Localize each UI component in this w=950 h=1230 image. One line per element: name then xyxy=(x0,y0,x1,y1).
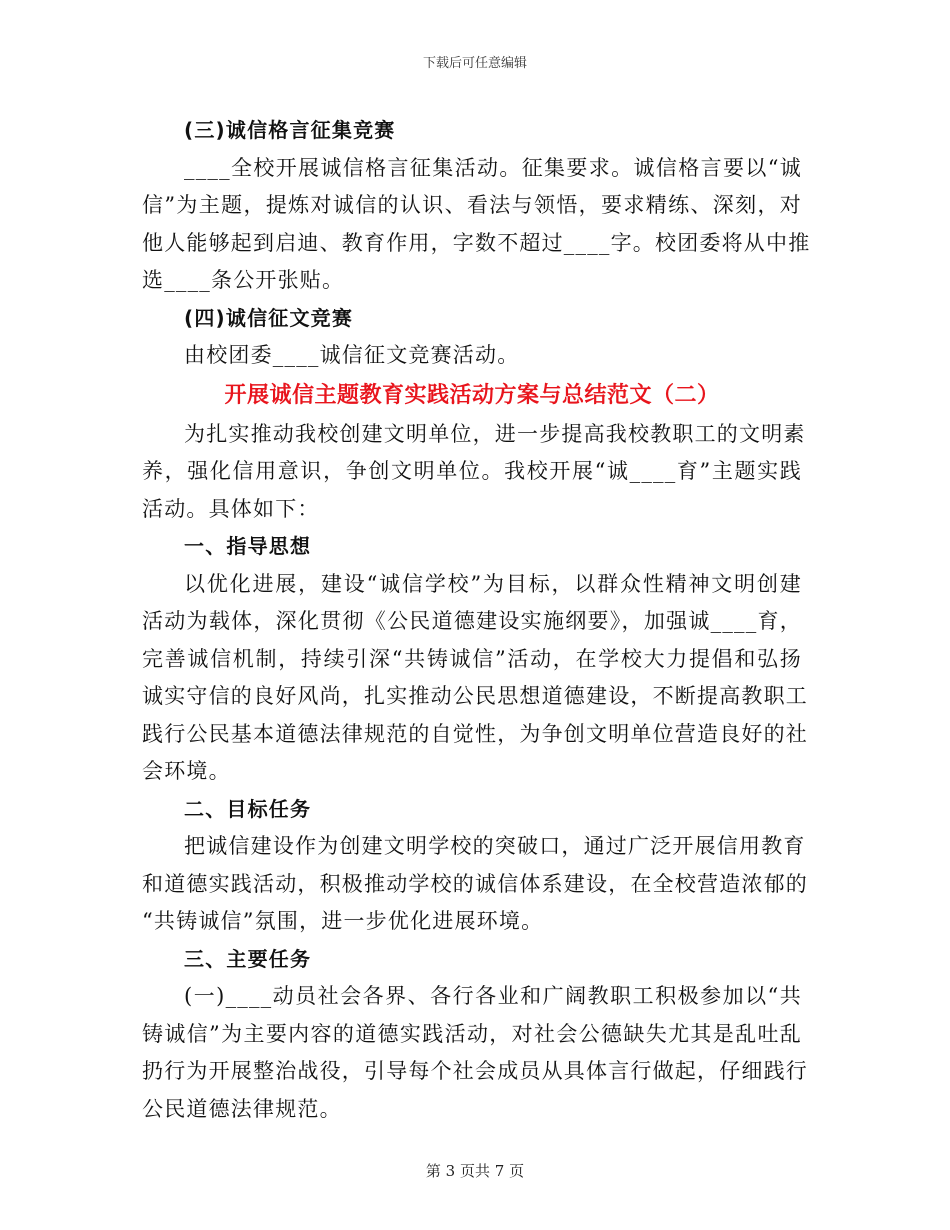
paragraph-line: (一)____动员社会各界、各行各业和广阔教职工积极参加以“共 xyxy=(184,984,802,1008)
section-heading-4: (四)诚信征文竞赛 xyxy=(184,305,354,330)
paragraph-line: 他人能够起到启迪、教育作用，字数不超过____字。校团委将从中推 xyxy=(142,230,811,255)
paragraph-line: 活动。具体如下： xyxy=(142,496,320,521)
paragraph-line: 由校团委____诚信征文竞赛活动。 xyxy=(184,343,520,367)
paragraph-line: 完善诚信机制，持续引深“共铸诚信”活动，在学校大力提倡和弘扬 xyxy=(142,646,802,671)
page-header: 下载后可任意编辑 xyxy=(422,56,527,71)
paragraph-line: 践行公民基本道德法律规范的自觉性，为争创文明单位营造良好的社 xyxy=(142,721,808,746)
paragraph-line: 会环境。 xyxy=(142,759,231,783)
page-footer: 第 3 页共 7 页 xyxy=(425,1162,525,1180)
paragraph-line: “共铸诚信”氛围，进一步优化进展环境。 xyxy=(142,909,544,933)
paragraph-line: 养，强化信用意识，争创文明单位。我校开展“诚____育”主题实践 xyxy=(142,459,802,483)
paragraph-line: 以优化进展，建设“诚信学校”为目标，以群众性精神文明创建 xyxy=(184,571,802,596)
heading-goals-tasks: 二、目标任务 xyxy=(184,796,312,821)
document-title: 开展诚信主题教育实践活动方案与总结范文（二） xyxy=(224,382,720,408)
paragraph-line: 选____条公开张贴。 xyxy=(142,268,345,292)
paragraph-line: 把诚信建设作为创建文明学校的突破口，通过广泛开展信用教育 xyxy=(184,834,806,858)
paragraph-line: 信”为主题，提炼对诚信的认识、看法与领悟，要求精练、深刻，对 xyxy=(142,193,802,217)
paragraph-line: 公民道德法律规范。 xyxy=(142,1096,342,1121)
paragraph-line: 和道德实践活动，积极推动学校的诚信体系建设，在全校营造浓郁的 xyxy=(142,871,808,896)
document-body xyxy=(142,112,811,1128)
paragraph-line: 活动为载体，深化贯彻《公民道德建设实施纲要》，加强诚____育， xyxy=(142,609,802,633)
paragraph-line: 诚实守信的良好风尚，扎实推动公民思想道德建设，不断提高教职工 xyxy=(142,684,808,708)
paragraph-line: 为扎实推动我校创建文明单位，进一步提高我校教职工的文明素 xyxy=(184,421,806,446)
heading-main-tasks: 三、主要任务 xyxy=(184,946,312,971)
paragraph-line: 扔行为开展整治战役，引导每个社会成员从具体言行做起，仔细践行 xyxy=(142,1059,808,1083)
paragraph-line: ____全校开展诚信格言征集活动。征集要求。诚信格言要以“诚 xyxy=(184,155,802,180)
section-heading-3: (三)诚信格言征集竞赛 xyxy=(184,118,396,142)
heading-guiding-ideology: 一、指导思想 xyxy=(184,534,312,558)
paragraph-line: 铸诚信”为主要内容的道德实践活动，对社会公德缺失尤其是乱吐乱 xyxy=(142,1021,802,1046)
